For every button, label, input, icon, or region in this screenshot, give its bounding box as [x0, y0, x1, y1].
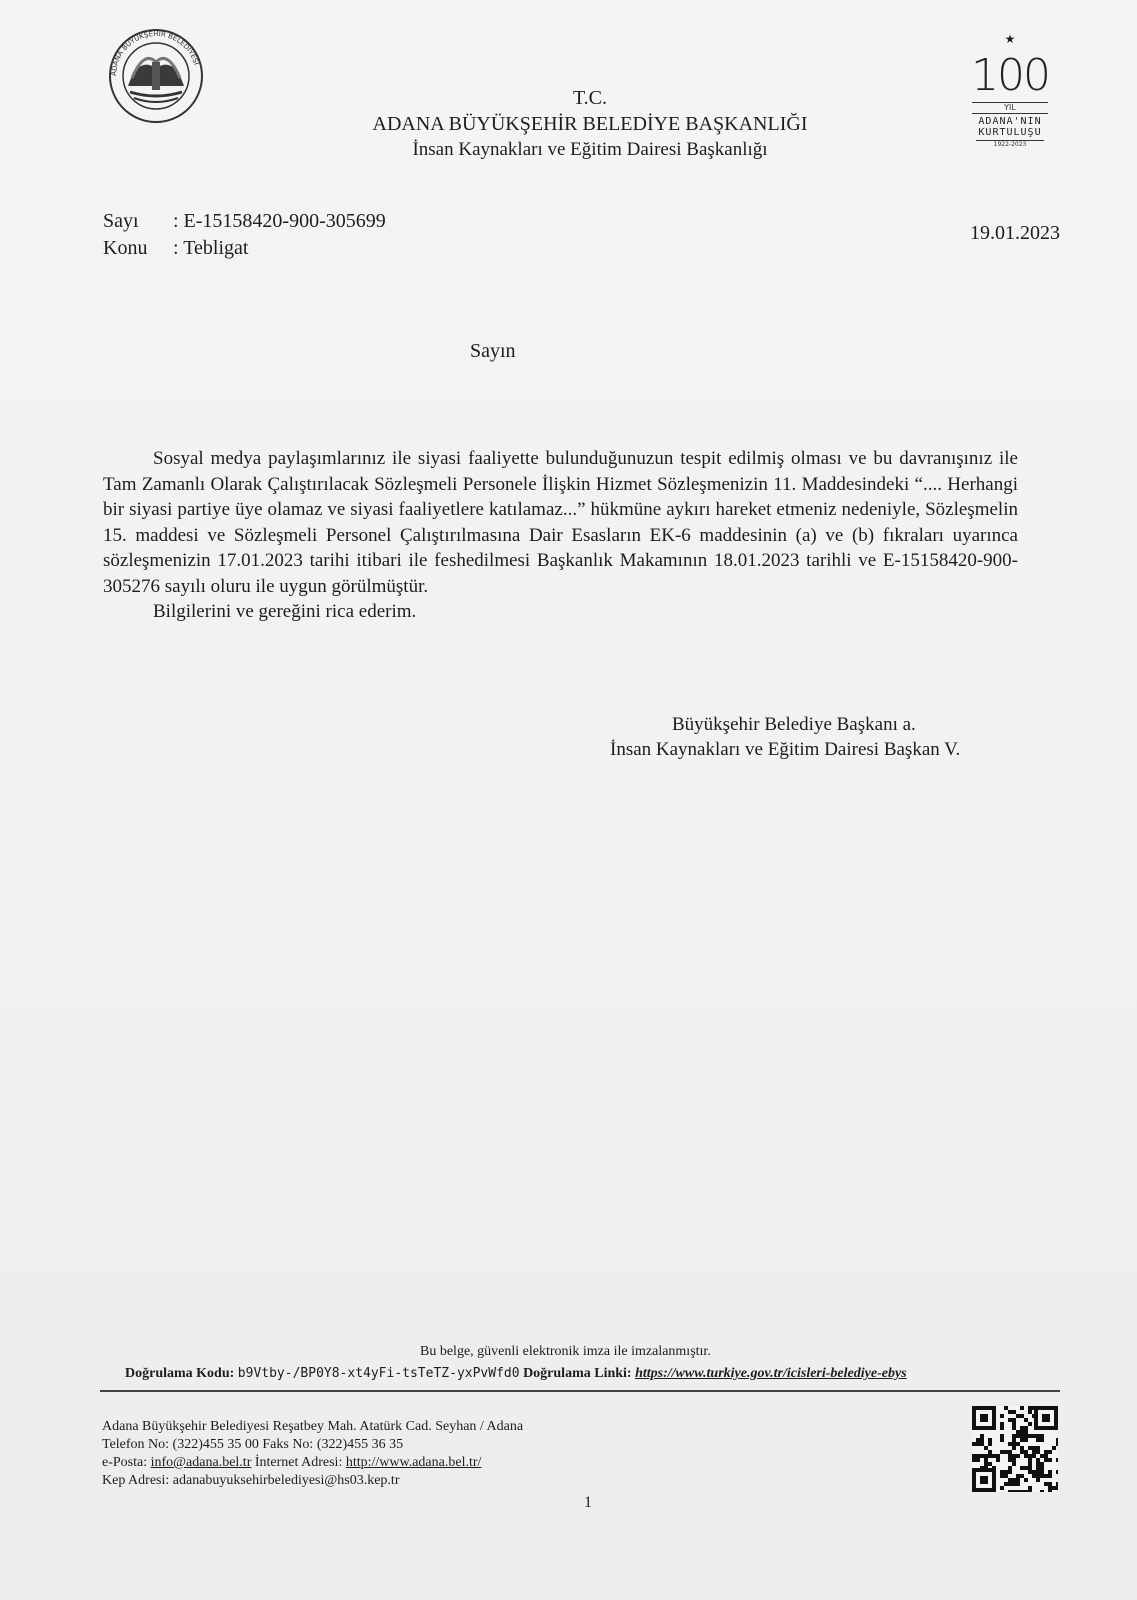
anniversary-number: 100 [971, 50, 1049, 101]
verify-link[interactable]: https://www.turkiye.gov.tr/icisleri-belediye-ebys [635, 1366, 907, 1381]
verify-label: Doğrulama Kodu: [125, 1366, 235, 1381]
anniversary-line2: KURTULUŞU [978, 127, 1042, 138]
salutation: Sayın [470, 340, 516, 362]
header-institution: ADANA BÜYÜKŞEHİR BELEDİYE BAŞKANLIĞI [372, 113, 808, 135]
web-label: İnternet Adresi: [254, 1455, 343, 1470]
address-line: Adana Büyükşehir Belediyesi Reşatbey Mah. Atatürk Cad. Seyhan / Adana [102, 1419, 524, 1434]
meta-sayi [103, 208, 386, 235]
letter-body [103, 446, 1018, 625]
email-web-line [102, 1454, 523, 1472]
footer-divider [100, 1390, 1060, 1392]
anniversary-line1: ADANA'NIN [978, 116, 1042, 127]
signature-line-1: Büyükşehir Belediye Başkanı a. [672, 714, 916, 735]
esign-note: Bu belge, güvenli elektronik imza ile imzalanmıştır. [420, 1344, 711, 1359]
star-icon: ★ [1004, 32, 1016, 46]
meta-block [103, 208, 386, 262]
header-department: İnsan Kaynakları ve Eğitim Dairesi Başkanlığı [412, 139, 768, 160]
meta-konu [103, 235, 386, 262]
konu-value: : Tebligat [173, 237, 249, 259]
contact-block [102, 1418, 523, 1490]
anniversary-logo [960, 34, 1060, 154]
anniversary-years: 1922-2023 [976, 140, 1044, 149]
verify-code: b9Vtby-/BP0Y8-xt4yFi-tsTeTZ-yxPvWfd0 [237, 1366, 520, 1381]
kep-line: Kep Adresi: adanabuyuksehirbelediyesi@hs03.kep.tr [102, 1473, 400, 1488]
email-label: e-Posta: [102, 1455, 148, 1470]
body-paragraph-2: Bilgilerini ve gereğini rica ederim. [153, 601, 417, 622]
qr-code-icon [972, 1406, 1058, 1492]
sayi-value: : E-15158420-900-305699 [173, 210, 386, 232]
page-number: 1 [584, 1494, 592, 1511]
web-link[interactable]: http://www.adana.bel.tr/ [345, 1455, 482, 1470]
phone-line: Telefon No: (322)455 35 00 Faks No: (322)455 36 35 [102, 1437, 404, 1452]
document-date: 19.01.2023 [970, 222, 1060, 244]
verification-line [125, 1366, 907, 1382]
anniversary-yil: YIL [972, 102, 1048, 114]
sayi-label: Sayı [103, 210, 139, 232]
header-tc: T.C. [572, 87, 608, 109]
konu-label: Konu [103, 237, 148, 259]
signature-line-2: İnsan Kaynakları ve Eğitim Dairesi Başkan V. [610, 739, 961, 760]
municipality-seal-icon [108, 28, 204, 124]
seal-text: ADANA BÜYÜKŞEHİR BELEDİYESİ [109, 29, 201, 77]
email-link[interactable]: info@adana.bel.tr [150, 1455, 252, 1470]
verify-link-label: Doğrulama Linki: [523, 1366, 632, 1381]
body-paragraph-1: Sosyal medya paylaşımlarınız ile siyasi faaliyette bulunduğunuzun tespit edilmiş olması ve bu davranışınız ile Tam Zamanlı Olarak Çalıştırılacak Sözleşmeli Personele İlişkin Hizmet Sözleşmenizin 11. Maddesindeki “.... Herhangi bir siyasi partiye üye olamaz ve siyasi faaliyetlere katılamaz...” hükmüne aykırı hareket etmeniz nedeniyle, Sözleşmelin 15. maddesi ve Sözleşmeli Personel Çalıştırılmasına Dair Esasların EK-6 maddesinin (a) ve (b) fıkraları uyarınca sözleşmenizin 17.01.2023 tarihi itibari ile feshedilmesi Başkanlık Makamının 18.01.2023 tarihli ve E-15158420-900-305276 sayılı oluru ile uygun görülmüştür. [103, 448, 1018, 597]
